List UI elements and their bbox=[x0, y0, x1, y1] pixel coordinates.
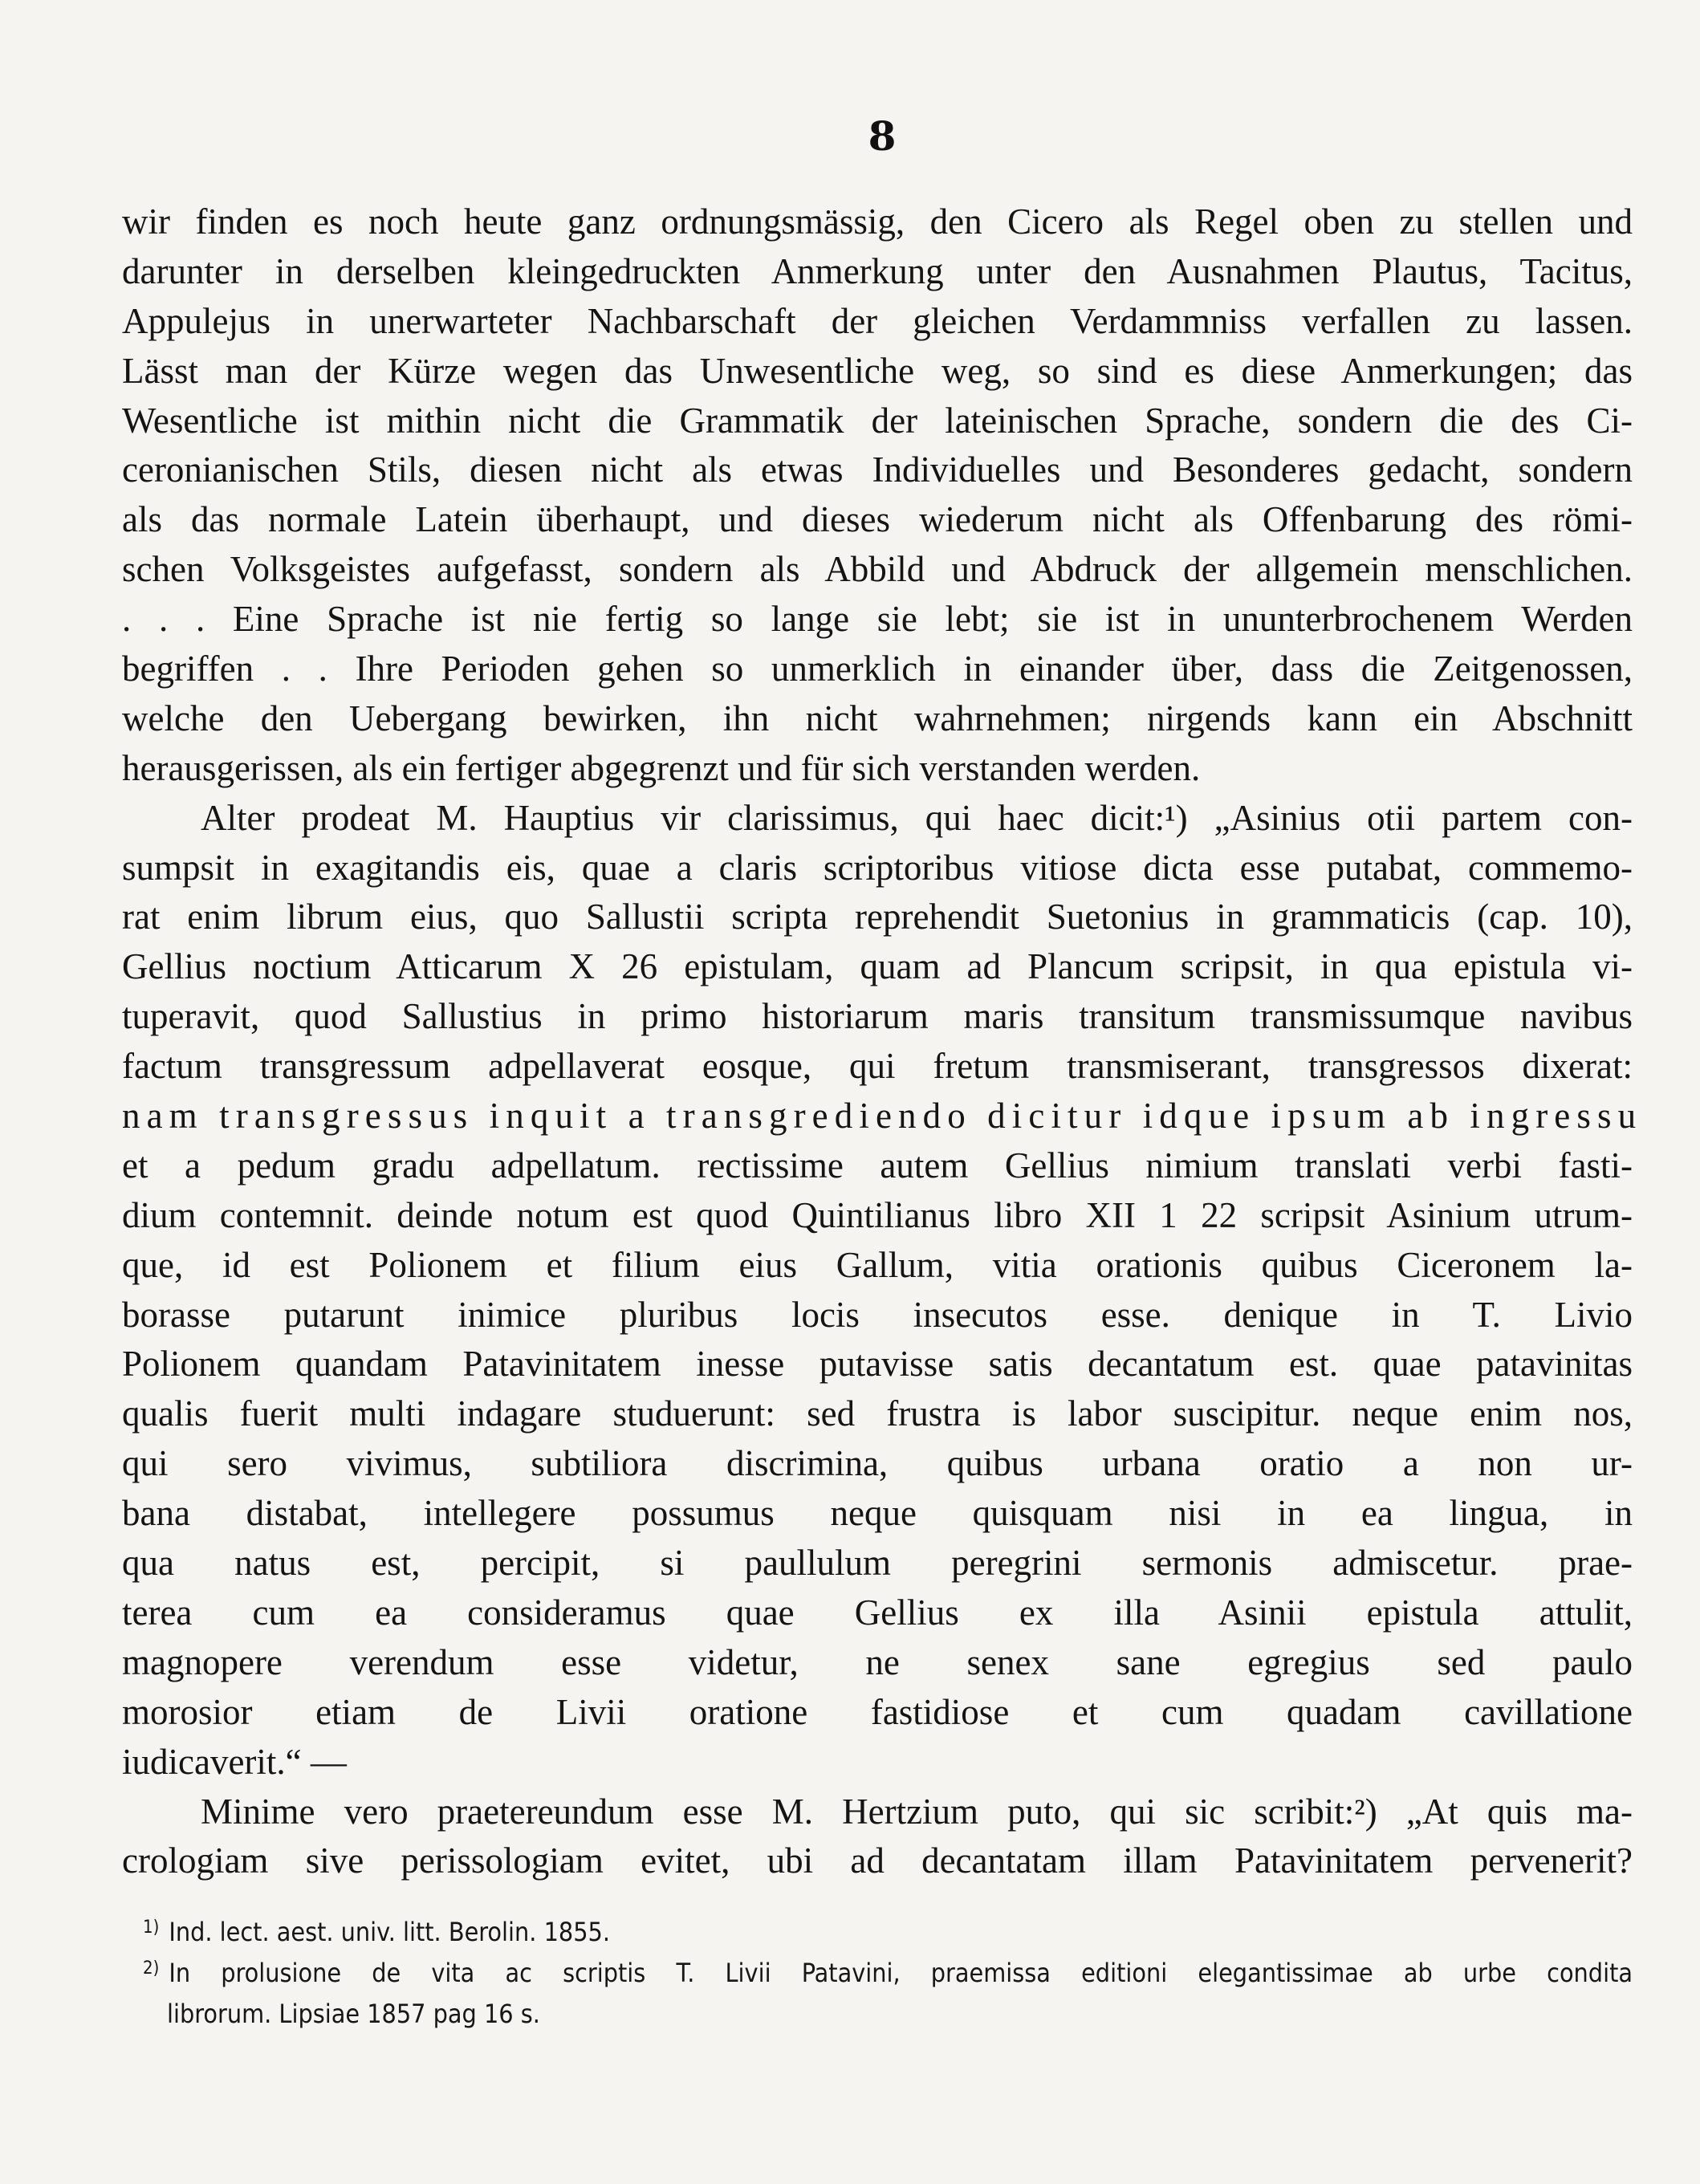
text-line: begriffen . . Ihre Perioden gehen so unmerklich in einander über, dass die Zeitgenossen, bbox=[122, 649, 1633, 689]
text-line: rat enim librum eius, quo Sallustii scripta reprehendit Suetonius in grammaticis (cap. 10), bbox=[122, 897, 1633, 937]
text-line: que, id est Polionem et filium eius Gallum, vitia orationis quibus Ciceronem la- bbox=[122, 1244, 1633, 1285]
text-line: qualis fuerit multi indagare studuerunt: sed frustra is labor suscipitur. neque enim nos, bbox=[122, 1393, 1633, 1434]
text-line: sumpsit in exagitandis eis, quae a claris scriptoribus vitiose dicta esse putabat, commemo- bbox=[122, 847, 1633, 888]
text-line: magnopere verendum esse videtur, ne senex sane egregius sed paulo bbox=[122, 1641, 1633, 1682]
text-line: . . . Eine Sprache ist nie fertig so lange sie lebt; sie ist in ununterbrochenem Werden bbox=[122, 599, 1633, 640]
page-number: 8 bbox=[868, 112, 897, 160]
footnote-text: Ind. lect. aest. univ. litt. Berolin. 1855. bbox=[169, 1917, 610, 1947]
text-line: Wesentliche ist mithin nicht die Grammatik der lateinischen Sprache, sondern die des Ci- bbox=[122, 400, 1633, 441]
footnote-2-continuation: librorum. Lipsiae 1857 pag 16 s. bbox=[167, 1999, 540, 2029]
text-line: schen Volksgeistes aufgefasst, sondern als Abbild und Abdruck der allgemein menschlichen. bbox=[122, 549, 1633, 590]
footnote-marker: 1) bbox=[143, 1918, 160, 1938]
text-line: darunter in derselben kleingedruckten Anmerkung unter den Ausnahmen Plautus, Tacitus, bbox=[122, 250, 1633, 291]
footnote-1 bbox=[143, 1914, 1633, 1954]
text-line: dium contemnit. deinde notum est quod Quintilianus libro XII 1 22 scripsit Asinium utrum- bbox=[122, 1194, 1633, 1235]
text-line: iudicaverit.“ — bbox=[122, 1741, 347, 1782]
text-line: qui sero vivimus, subtiliora discrimina, quibus urbana oratio a non ur- bbox=[122, 1443, 1633, 1484]
text-line: et a pedum gradu adpellatum. rectissime autem Gellius nimium translati verbi fasti- bbox=[122, 1145, 1633, 1186]
text-line: Polionem quandam Patavinitatem inesse putavisse satis decantatum est. quae patavinitas bbox=[122, 1344, 1633, 1385]
text-line: Appulejus in unerwarteter Nachbarschaft der gleichen Verdammniss verfallen zu lassen. bbox=[122, 300, 1633, 341]
text-line: qua natus est, percipit, si paullulum peregrini sermonis admiscetur. prae- bbox=[122, 1543, 1633, 1584]
text-line: als das normale Latein überhaupt, und dieses wiederum nicht als Offenbarung des römi- bbox=[122, 499, 1633, 540]
text-line: Lässt man der Kürze wegen das Unwesentliche weg, so sind es diese Anmerkungen; das bbox=[122, 350, 1633, 391]
text-line: crologiam sive perissologiam evitet, ubi ad decantatam illam Patavinitatem pervenerit? bbox=[122, 1840, 1633, 1881]
text-line: Alter prodeat M. Hauptius vir clarissimus, qui haec dicit:¹) „Asinius otii partem con- bbox=[201, 797, 1633, 838]
text-line: borasse putarunt inimice pluribus locis insecutos esse. denique in T. Livio bbox=[122, 1294, 1633, 1335]
text-line: morosior etiam de Livii oratione fastidiose et cum quadam cavillatione bbox=[122, 1691, 1633, 1732]
body-text bbox=[122, 197, 1643, 1886]
text-line: wir finden es noch heute ganz ordnungsmässig, den Cicero als Regel oben zu stellen und bbox=[122, 201, 1633, 242]
text-line: terea cum ea consideramus quae Gellius ex illa Asinii epistula attulit, bbox=[122, 1592, 1633, 1633]
footnotes bbox=[143, 1914, 1633, 2032]
text-line: tuperavit, quod Sallustius in primo historiarum maris transitum transmissumque navibus bbox=[122, 996, 1633, 1037]
text-line: Gellius noctium Atticarum X 26 epistulam, quam ad Plancum scripsit, in qua epistula vi- bbox=[122, 946, 1633, 987]
text-line: bana distabat, intellegere possumus neque quisquam nisi in ea lingua, in bbox=[122, 1493, 1633, 1534]
text-line: ceronianischen Stils, diesen nicht als etwas Individuelles und Besonderes gedacht, sondern bbox=[122, 449, 1633, 490]
text-line: herausgerissen, als ein fertiger abgegrenzt und für sich verstanden werden. bbox=[122, 747, 1201, 788]
text-line: welche den Uebergang bewirken, ihn nicht wahrnehmen; nirgends kann ein Abschnitt bbox=[122, 697, 1633, 738]
footnote-2 bbox=[143, 1954, 1633, 1995]
text-line: Minime vero praetereundum esse M. Hertzium puto, qui sic scribit:²) „At quis ma- bbox=[201, 1791, 1633, 1832]
text-line: factum transgressum adpellaverat eosque, qui fretum transmiserant, transgressos dixerat: bbox=[122, 1046, 1633, 1087]
text-line: nam transgressus inquit a transgrediendo dicitur idque ipsum ab ingressu bbox=[122, 1096, 1643, 1137]
footnote-text: In prolusione de vita ac scriptis T. Livii Patavini, praemissa editioni elegantissimae ab urbe condita bbox=[169, 1958, 1633, 1988]
footnote-marker: 2) bbox=[143, 1958, 160, 1979]
